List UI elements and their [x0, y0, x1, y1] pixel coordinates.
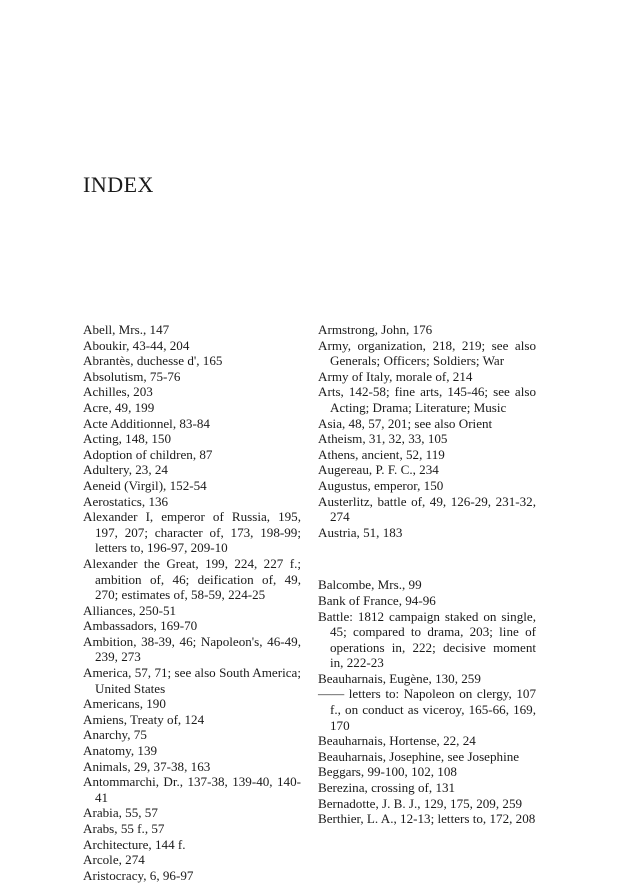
index-entry: America, 57, 71; see also South America; United States	[83, 665, 301, 696]
page-title: INDEX	[83, 172, 154, 197]
index-entry: Ambition, 38-39, 46; Napoleon's, 46-49, 239, 273	[83, 633, 301, 665]
index-entry: Aerostatics, 136	[83, 493, 169, 509]
index-column-right	[318, 322, 536, 827]
index-entry: Arabia, 55, 57	[83, 805, 158, 821]
index-column-left	[83, 322, 301, 883]
index-entry: Amiens, Treaty of, 124	[83, 711, 205, 727]
index-entry: Battle: 1812 campaign staked on single, 45; compared to drama, 203; line of operations in, 222; decisive moment in, 222-23	[318, 608, 536, 671]
index-entry: Acre, 49, 199	[83, 399, 155, 415]
index-entry: Berezina, crossing of, 131	[318, 780, 456, 796]
index-entry: Arts, 142-58; fine arts, 145-46; see also Acting; Drama; Literature; Music	[318, 384, 536, 415]
index-entry: Austria, 51, 183	[318, 524, 403, 540]
index-entry: Arcole, 274	[83, 852, 145, 868]
index-entry: Anatomy, 139	[83, 743, 158, 759]
index-entry: Army, organization, 218, 219; see also Generals; Officers; Soldiers; War	[318, 337, 536, 369]
index-entry: Aeneid (Virgil), 152-54	[83, 477, 207, 493]
index-entry: Alexander I, emperor of Russia, 195, 197, 207; character of, 173, 198-99; letters to, 196-97, 209-10	[83, 509, 301, 556]
index-entry: Adoption of children, 87	[83, 446, 213, 462]
index-entry: Army of Italy, morale of, 214	[318, 368, 473, 384]
index-entry: Acte Additionnel, 83-84	[83, 415, 210, 431]
index-entry: Armstrong, John, 176	[318, 322, 433, 337]
index-entry: Aboukir, 43-44, 204	[83, 337, 190, 353]
index-entry: Alliances, 250-51	[83, 602, 177, 618]
index-entry: Asia, 48, 57, 201; see also Orient	[318, 415, 493, 431]
index-entry: Aristocracy, 6, 96-97	[83, 867, 194, 883]
index-entry: Alexander the Great, 199, 224, 227 f.; ambition of, 46; deification of, 49, 270; estimates of, 58-59, 224-25	[83, 555, 301, 603]
index-entry: —— letters to: Napoleon on clergy, 107 f., on conduct as viceroy, 165-66, 169, 170	[318, 686, 536, 733]
index-entry: Achilles, 203	[83, 384, 153, 400]
letter-section-gap	[318, 540, 536, 577]
index-entry: Augereau, P. F. C., 234	[318, 462, 439, 478]
index-entry: Ambassadors, 169-70	[83, 618, 198, 634]
index-entry: Abell, Mrs., 147	[83, 322, 170, 337]
index-entry: Berthier, L. A., 12-13; letters to, 172, 208	[318, 811, 536, 827]
index-entry: Augustus, emperor, 150	[318, 477, 444, 493]
index-entry: Americans, 190	[83, 696, 166, 712]
index-entry: Athens, ancient, 52, 119	[318, 446, 445, 462]
index-entry: Austerlitz, battle of, 49, 126-29, 231-32, 274	[318, 493, 536, 525]
index-entry: Beauharnais, Josephine, see Josephine	[318, 748, 520, 764]
index-entry: Atheism, 31, 32, 33, 105	[318, 431, 448, 447]
index-entry: Anarchy, 75	[83, 727, 147, 743]
index-entry: Adultery, 23, 24	[83, 462, 168, 478]
index-entry: Balcombe, Mrs., 99	[318, 577, 422, 593]
index-entry: Arabs, 55 f., 57	[83, 821, 165, 836]
index-entry: Abrantès, duchesse d', 165	[83, 353, 223, 369]
index-entry: Bank of France, 94-96	[318, 592, 436, 608]
index-entry: Beggars, 99-100, 102, 108	[318, 764, 457, 780]
index-entry: Absolutism, 75-76	[83, 368, 181, 384]
index-entry: Bernadotte, J. B. J., 129, 175, 209, 259	[318, 795, 523, 811]
index-entry: Beauharnais, Eugène, 130, 259	[318, 670, 481, 686]
index-entry: Antommarchi, Dr., 137-38, 139-40, 140-41	[83, 774, 301, 805]
index-entry: Acting, 148, 150	[83, 431, 172, 447]
index-entry: Animals, 29, 37-38, 163	[83, 758, 211, 774]
index-entry: Beauharnais, Hortense, 22, 24	[318, 733, 476, 749]
index-entry: Architecture, 144 f.	[83, 836, 186, 852]
